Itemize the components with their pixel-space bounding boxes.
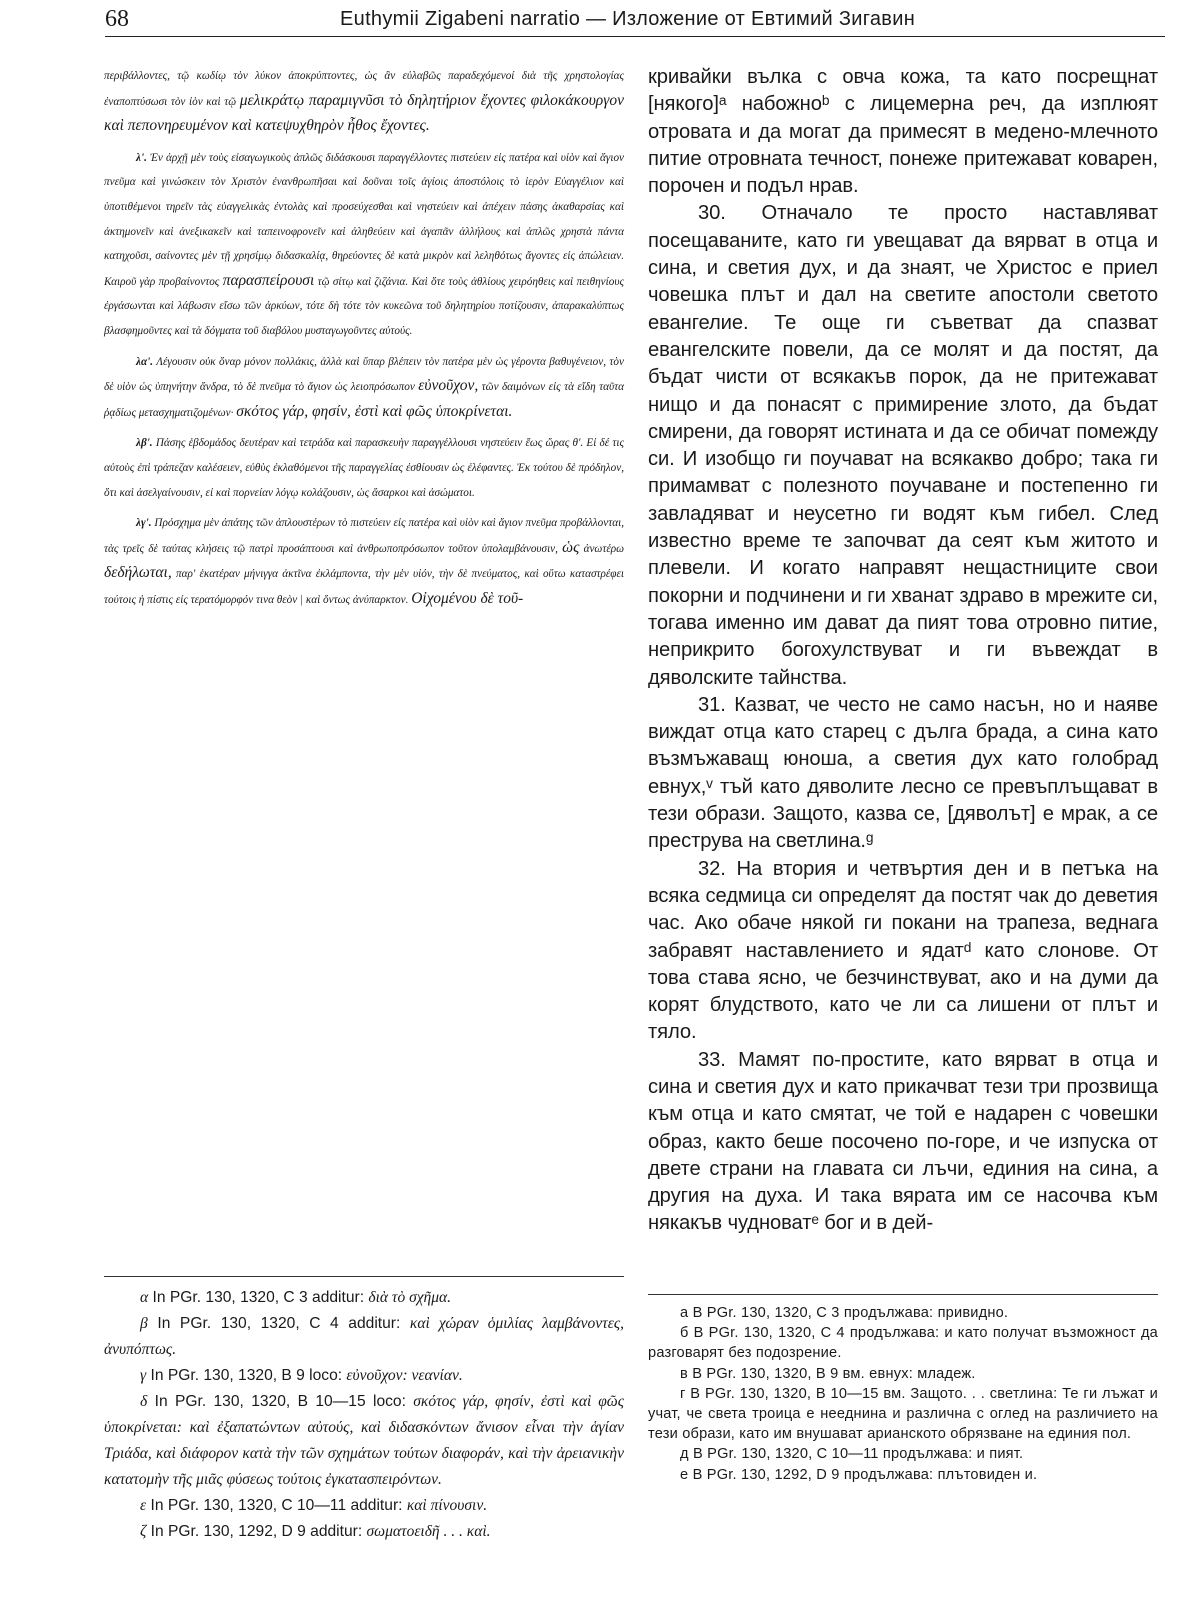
page-number: 68 <box>105 6 129 32</box>
greek-text-emphasis: μελικράτῳ παραμιγνῦσι τὸ δηλητήριον ἔχοντες φιλοκάκουργον καὶ πεπονηρευμένον καὶ κατεψυχθηρὸν ἦθος ἔχοντες. <box>104 91 624 135</box>
footnote <box>104 1363 624 1389</box>
footnote-mark: д <box>680 1446 689 1463</box>
footnote-text: In PGr. 130, 1320, B 9 loco: <box>150 1367 347 1384</box>
paragraph-number: λ'. <box>136 151 147 164</box>
paragraph-number: λγ'. <box>136 517 152 530</box>
footnote-mark: ζ <box>140 1523 147 1540</box>
footnote-text: In PGr. 130, 1292, D 9 additur: <box>150 1523 367 1540</box>
greek-text: Πάσης ἑβδομάδος δευτέραν καὶ τετράδα καὶ παρασκευὴν παραγγέλλουσι νηστεύειν ἕως ὥρας θ'. Εἰ δέ τις αὐτοὺς ἐπὶ τράπεζαν καλέσειεν, εὐθὺς ἐκλαθόμενοι τῆς παραγγελίας ἐσθίουσιν ὡς ἐλέφαντες. Ἐκ τούτου δὲ πρόδηλον, ὅτι καὶ ἀσελγαίνουσιν, εἰ καὶ πορνείαν λόγῳ κολάζουσιν, ὡς ἄσαρκοι καὶ ἀσώματοι. <box>104 437 625 499</box>
footnote <box>104 1311 624 1363</box>
footnote-text: В PGr. 130, 1320, C 4 продължава: и като получат възможност да разговарят без подозрение. <box>648 1325 1158 1362</box>
footnote-text: В PGr. 130, 1320, B 9 вм. евнух: младеж. <box>692 1365 976 1382</box>
footnote-text: In PGr. 130, 1320, B 10—15 loco: <box>154 1393 414 1410</box>
bulgarian-paragraph-33: 33. Мамят по-простите, като вярват в отца и сина и светия дух и като прикачват тези три прозвища към отца и като смятат, че той е надарен с човешки образ, както беше посочено по-горе, и че изпуска от двете страни на главата си лъчи, единия на сина, а другия на духа. И така вярата им се насочва към някакъв чудноватᵉ бог и в дей- <box>648 1048 1158 1235</box>
paragraph-number: λβ'. <box>136 437 153 450</box>
footnote-greek: εὐνοῦχον: νεανίαν. <box>346 1367 463 1384</box>
footnote-mark: γ <box>140 1367 147 1384</box>
footnote-text: In PGr. 130, 1320, C 4 additur: <box>157 1315 410 1332</box>
footnote-mark: г <box>680 1385 686 1402</box>
bulgarian-paragraph: кривайки вълка с овча кожа, та като посрещнат [някого]ᵃ набожноᵇ с лицемерна реч, да изплюят отровата и да могат да примесят в медено-млечното питие отровната течност, понеже притежават коварен, порочен и подъл нрав. <box>648 66 1158 198</box>
footnote <box>648 1465 1158 1485</box>
greek-paragraph-31 <box>104 350 624 426</box>
footnote-mark: в <box>680 1365 688 1382</box>
footnote-text: In PGr. 130, 1320, C 10—11 additur: <box>150 1497 407 1514</box>
greek-paragraph-32 <box>104 431 624 505</box>
greek-paragraph-33 <box>104 511 624 612</box>
bulgarian-paragraph-31: 31. Казват, че често не само насън, но и наяве виждат отца като старец с дълга брада, а сина като възмъжаващ юноша, а светия дух като голобрад евнух,ᵛ тъй като дяволите лесно се превъплъщават в тези образи. Защото, казва се, [дяволът] е мрак, а се преструва на светлина.ᵍ <box>648 693 1158 853</box>
footnote <box>648 1323 1158 1363</box>
footnote <box>648 1444 1158 1464</box>
greek-paragraph-30 <box>104 146 624 344</box>
greek-text-column <box>104 64 624 612</box>
footnote-mark: δ <box>140 1393 148 1410</box>
greek-text: Λέγουσιν οὐκ ὄναρ μόνον πολλάκις, ἀλλὰ καὶ ὕπαρ βλέπειν τὸν πατέρα μὲν ὡς γέροντα βαθυγένειον, τὸν δὲ υἱὸν ὡς ὑπηνήτην ἄνδρα, τὸ δὲ πνεῦμα τὸ ἅγιον ὡς λειοπρόσωπον <box>104 355 624 394</box>
footnote-mark: е <box>680 1466 689 1483</box>
greek-text: τῷ σίτῳ καὶ ζιζάνια. Καὶ ὅτε τοὺς ἀθλίους χειρόηθεις καὶ πειθηνίους ἐργάσωνται καὶ λάβωσιν εἴσω τῶν ἀρκύων, τότε δὴ τότε τὸν κυκεῶνα τοῦ δηλητηρίου ποτίζουσιν, ἀπαρακαλύπτως βλασφημοῦντες καὶ τὰ δόγματα τοῦ διαβόλου μυσταγωγοῦντες αὐτούς. <box>104 275 624 337</box>
greek-text: Ἐν ἀρχῇ μὲν τοὺς εἰσαγωγικοὺς ἁπλῶς διδάσκουσι παραγγέλλοντες πιστεύειν εἰς πατέρα καὶ υἱὸν καὶ ἅγιον πνεῦμα καὶ γινώσκειν τὸν Χριστὸν ἐνανθρωπῆσαι καὶ δοῦναι τοῖς ἁγίοις ἀποστόλοις τὸ ἱερὸν Εὐαγγέλιον καὶ ὑποτιθέμενοι τηρεῖν τὰς εὐαγγελικὰς ἐντολὰς καὶ προσεύχεσθαι καὶ νηστεύειν καὶ ἀπέχειν πάσης ἀκαθαρσίας καὶ ἀκτημονεῖν καὶ ἀνεξικακεῖν καὶ ταπεινοφρονεῖν καὶ ἀληθεύειν καὶ ἀγαπᾶν ἀλλήλους καὶ ἁπλῶς χρηστὰ πάντα κατηχοῦσι, σαίνοντες μὲν τῇ χρησίμῳ διδασκαλίᾳ, θηρεύοντες δὲ κατὰ μικρὸν καὶ λεληθότως ἄγοντες εἰς ἀπώλειαν. Καιροῦ γὰρ προβαίνοντος <box>104 151 625 288</box>
greek-text: τῶν δαιμόνων εἰς τὰ εἴδη ταῦτα ῥᾳδίως μετασχηματιζομένων· <box>104 381 624 419</box>
footnote-text: In PGr. 130, 1320, C 3 additur: <box>152 1289 369 1306</box>
bulgarian-text-column <box>648 64 1158 1238</box>
footnote-mark: а <box>680 1305 689 1321</box>
greek-text-emphasis: δεδήλωται, <box>104 564 172 582</box>
greek-text: περιβάλλοντες, τῷ κωδίῳ τὸν λύκον ἀποκρύπτοντες, ὡς ἂν εὐλαβῶς παραδεχόμενοί διὰ τῆς χρηστολογίας ἐναποπτύσωσι τὸν ἰὸν καὶ τῷ <box>104 70 624 108</box>
bulgarian-footnotes <box>648 1294 1158 1485</box>
footnote-text: В PGr. 130, 1320, C 10—11 продължава: и пият. <box>692 1446 1024 1463</box>
greek-text-emphasis: ὡς <box>562 538 580 556</box>
greek-text: παρ' ἑκατέραν μήνιγγα ἀκτῖνα ἐκλάμποντα, τὴν μὲν υἱόν, τὴν δὲ πνεύματος, καὶ οὕτω καταστρέφει τούτοις ἡ πίστις εἰς τερατόμορφόν τινα θεὸν | καὶ ὄντως ἀνύπαρκτον. <box>104 568 624 606</box>
greek-text: ἀνωτέρω <box>579 542 625 555</box>
running-title: Euthymii Zigabeni narratio — Изложение от Евтимий Зигавин <box>340 8 916 30</box>
footnote <box>104 1285 624 1311</box>
greek-text-emphasis: Οἰχομένου δὲ τοῦ- <box>411 589 524 607</box>
greek-footnotes <box>104 1276 624 1545</box>
footnote <box>648 1364 1158 1384</box>
bulgarian-paragraph-32: 32. На втория и четвъртия ден и в петъка на всяка седмица си определят да постят чак до деветия час. Ако обаче някой ги покани на трапеза, веднага забравят наставлението и ядатᵈ като слонове. От това става ясно, че безчинствуват, ако и на думи да корят блудството, като че ли са лишени от плът и тяло. <box>648 857 1158 1044</box>
footnote <box>104 1389 624 1493</box>
footnote-mark: β <box>140 1315 148 1332</box>
bulgarian-paragraph-30: 30. Отначало те просто наставляват посещаваните, като ги увещават да вярват в отца и сина, и светия дух, и да знаят, че Христос е приел човешка плът и дал на светите апостоли светото евангелие. Те още ги съветват да спазват евангелските повели, да се молят и да постят, да бъдат чисти от всякакъв порок, да не притежават нищо и да понасят с примирение злото, да бъдат смирени, да говорят истината и да се обичат помежду си. И изобщо ги поучават на всякакво добро; така ги примамват с полезното поучаване и постепенно ги завладяват и неусетно ги водят към гибел. След известно време те започват да сеят към житото и плевели. И когато направят нещастниците свои покорни и подчинени и ги хванат здраво в мрежите си, тогава именно им дават да пият това отровно питие, неприкрито богохулствуват и ги въвеждат в дяволските тайнства. <box>648 202 1158 689</box>
footnote-text: В PGr. 130, 1320, C 3 продължава: привидно. <box>692 1305 1009 1321</box>
footnote <box>648 1384 1158 1445</box>
greek-text-emphasis: εὐνοῦχον, <box>418 377 479 395</box>
footnote-mark: б <box>680 1325 689 1342</box>
greek-text-emphasis: παρασπείρουσι <box>222 271 315 289</box>
footnote-greek: καὶ χώραν ὁμιλίας λαμβάνοντες, ἀνυπόπτως. <box>104 1315 624 1358</box>
greek-text-emphasis: σκότος γάρ, φησίν, ἐστὶ καὶ φῶς ὑποκρίνεται. <box>236 402 513 420</box>
greek-paragraph <box>104 64 624 140</box>
footnote <box>104 1519 624 1545</box>
footnote <box>648 1303 1158 1323</box>
footnote-mark: α <box>140 1289 149 1306</box>
footnote-text: В PGr. 130, 1320, B 10—15 вм. Защото. . . светлина: Те ги лъжат и учат, че света троица е нееднина и различна с оглед на различието на тези образи, като им внушават арианското обрязване на единия пол. <box>648 1385 1158 1443</box>
footnote-greek: καὶ πίνουσιν. <box>406 1497 488 1514</box>
greek-text: Πρόσχημα μὲν ἀπάτης τῶν ἁπλουστέρων τὸ πιστεύειν εἰς πατέρα καὶ υἱὸν καὶ ἅγιον πνεῦμα προβάλλονται, τὰς τρεῖς δὲ ταύτας κλήσεις τῷ πατρὶ προσάπτουσι καὶ ἀνθρωποπρόσωπον τοῦτον ὑπολαμβάνουσιν, <box>104 517 624 555</box>
footnote-greek: διὰ τὸ σχῆμα. <box>368 1289 452 1306</box>
footnote-text: В PGr. 130, 1292, D 9 продължава: плътовиден и. <box>692 1466 1038 1483</box>
footnote <box>104 1493 624 1519</box>
page-header <box>105 2 1165 37</box>
paragraph-number: λα'. <box>136 355 154 368</box>
footnote-mark: ε <box>140 1497 147 1514</box>
footnote-greek: σωματοειδῆ . . . καὶ. <box>366 1523 491 1540</box>
footnote-greek: σκότος γάρ, φησίν, ἐστὶ καὶ φῶς ὑποκρίνεται: καὶ ἐξαπατώντων αὐτούς, καὶ διδασκόντων ἄνισον εἶναι τὴν ἁγίαν Τριάδα, καὶ διάφορον κατὰ τὴν τῶν σχημάτων τούτων διαφοράν, καὶ τὴν ἀρειανικὴν κατατομὴν τῆς μιᾶς φύσεως τούτοις ἐγκατασπειρόντων. <box>104 1393 624 1488</box>
